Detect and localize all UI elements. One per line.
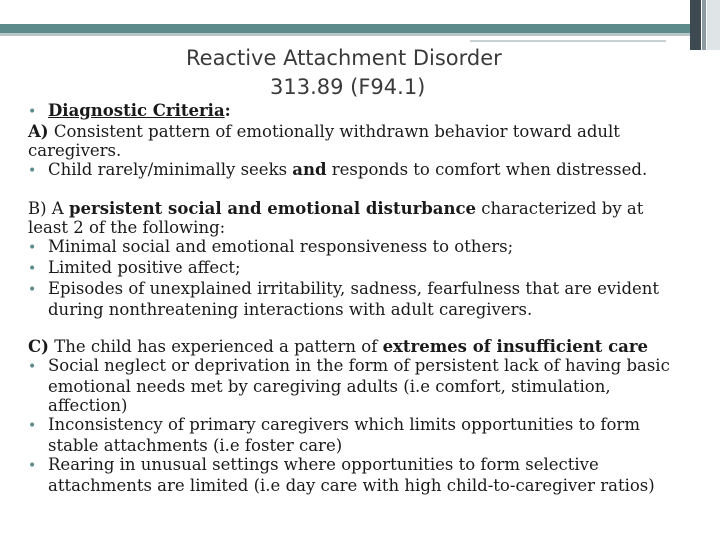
- bullet-icon: •: [28, 240, 37, 256]
- item-text: Limited positive affect;: [48, 258, 241, 277]
- heading-text: Diagnostic Criteria: [48, 101, 225, 120]
- bullet-pre: Child rarely/minimally seeks: [48, 160, 293, 179]
- bullet-icon: •: [28, 418, 37, 434]
- section-b-item: [28, 279, 708, 300]
- header-band: [0, 24, 690, 33]
- section-b-item: [28, 258, 708, 279]
- section-c-item-continued: affection): [48, 396, 128, 415]
- section-c-line-1: [28, 337, 708, 356]
- corner-decoration-dark: [690, 0, 701, 50]
- section-a-text: Consistent pattern of emotionally withdrawn behavior toward adult: [48, 122, 620, 141]
- section-c-bold: extremes of insufficient care: [382, 337, 649, 356]
- section-a-bullet: [28, 160, 708, 181]
- bullet-bold: and: [292, 160, 327, 179]
- bullet-icon: •: [28, 104, 37, 120]
- section-c-item-continued: stable attachments (i.e foster care): [48, 436, 343, 455]
- section-c-item: [28, 455, 708, 476]
- section-a-line-2: caregivers.: [28, 141, 122, 160]
- bullet-post: responds to comfort when distressed.: [326, 160, 648, 179]
- section-c-item: [28, 356, 708, 377]
- item-text: Social neglect or deprivation in the form of persistent lack of having basic: [48, 356, 670, 375]
- bullet-icon: •: [28, 458, 37, 474]
- section-c-item-continued: emotional needs met by caregiving adults (i.e comfort, stimulation,: [48, 377, 611, 396]
- diagnostic-criteria-heading: [28, 101, 708, 122]
- section-b-bold: persistent social and emotional disturbance: [68, 199, 477, 218]
- header-band-shadow: [0, 33, 690, 36]
- header-accent-line: [470, 40, 666, 42]
- section-b-post: characterized by at: [476, 199, 644, 218]
- item-text: Minimal social and emotional responsiveness to others;: [48, 237, 514, 256]
- item-text: Episodes of unexplained irritability, sadness, fearfulness that are evident: [48, 279, 660, 298]
- slide-content: [28, 101, 708, 495]
- title-line-1: Reactive Attachment Disorder: [186, 46, 502, 70]
- section-b-item-continued: during nonthreatening interactions with adult caregivers.: [48, 300, 533, 319]
- item-text: Rearing in unusual settings where opportunities to form selective: [48, 455, 599, 474]
- corner-decoration-mid: [702, 0, 706, 50]
- item-text: Inconsistency of primary caregivers which limits opportunities to form: [48, 415, 640, 434]
- bullet-icon: •: [28, 163, 37, 179]
- section-b-line-2: least 2 of the following:: [28, 218, 226, 237]
- corner-decoration-light: [707, 0, 720, 50]
- slide-title: [0, 44, 710, 102]
- section-a-line-1: [28, 122, 708, 141]
- section-a-letter: A): [28, 122, 49, 141]
- section-c-letter: C): [28, 337, 49, 356]
- section-b-line-1: [28, 199, 708, 218]
- section-c-item: [28, 415, 708, 436]
- bullet-icon: •: [28, 359, 37, 375]
- section-c-pre: The child has experienced a pattern of: [48, 337, 383, 356]
- bullet-icon: •: [28, 261, 37, 277]
- title-line-2: 313.89 (F94.1): [270, 75, 426, 99]
- heading-colon: :: [224, 101, 231, 120]
- section-b-letter: B) A: [28, 199, 69, 218]
- section-c-item-continued: attachments are limited (i.e day care with high child-to-caregiver ratios): [48, 476, 655, 495]
- section-b-item: [28, 237, 708, 258]
- bullet-icon: •: [28, 282, 37, 298]
